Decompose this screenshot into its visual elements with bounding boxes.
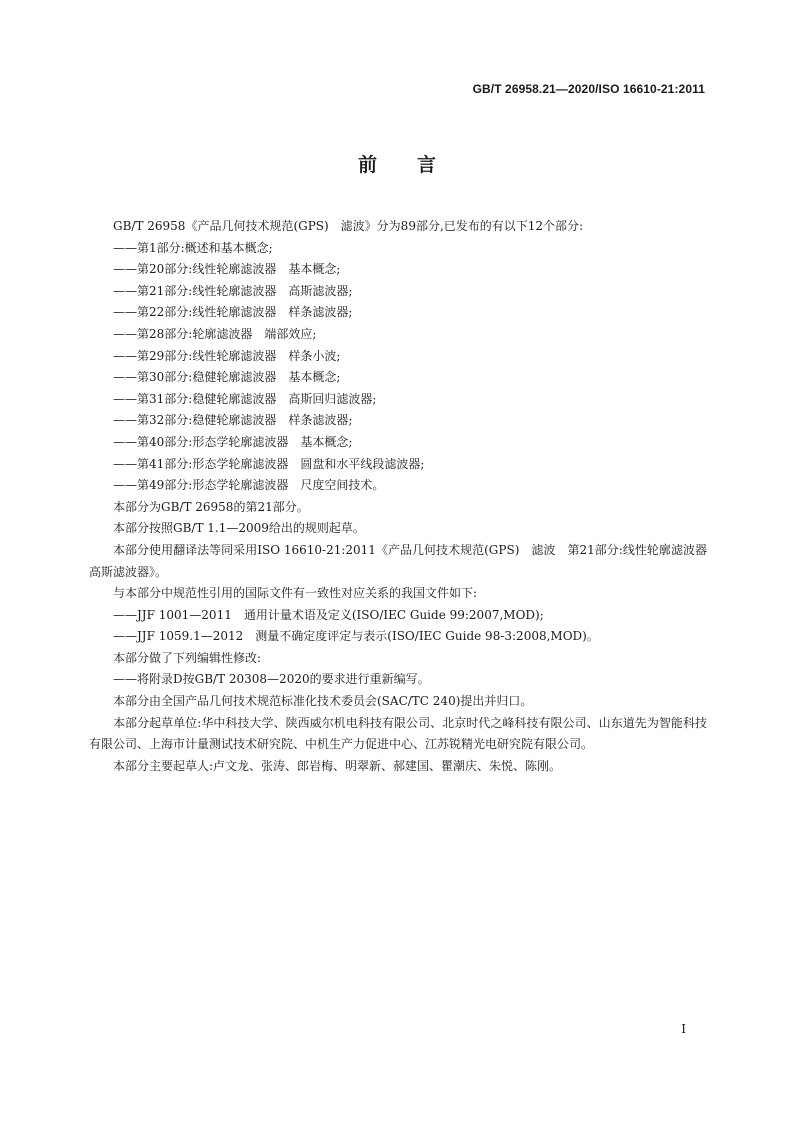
list-item-part-20: ——第20部分:线性轮廓滤波器 基本概念; — [113, 262, 341, 277]
list-item-part-30: ——第30部分:稳健轮廓滤波器 基本概念; — [113, 370, 341, 385]
list-item-part-49: ——第49部分:形态学轮廓滤波器 尺度空间技术。 — [113, 478, 385, 493]
list-item-part-29: ——第29部分:线性轮廓滤波器 样条小波; — [113, 348, 341, 363]
list-item-part-21: ——第21部分:线性轮廓滤波器 高斯滤波器; — [113, 283, 353, 298]
list-item-annex-d: ——将附录D按GB/T 20308—2020的要求进行重新编写。 — [113, 672, 430, 687]
paragraph-drafting-units: 本部分起草单位:华中科技大学、陕西威尔机电科技有限公司、北京时代之峰科技有限公司、山东道先为智能科技有限公司、上海市计量测试技术研究院、中机生产力促进中心、江苏锐精光电研究院有限公司。 — [89, 715, 707, 752]
paragraph-adoption: 本部分使用翻译法等同采用ISO 16610-21:2011《产品几何技术规范(GPS) 滤波 第21部分:线性轮廓滤波器 高斯滤波器》。 — [89, 542, 720, 579]
list-item-jjf-1059: ——JJF 1059.1—2012 测量不确定度评定与表示(ISO/IEC Guide 98-3:2008,MOD)。 — [113, 629, 599, 644]
foreword-body — [89, 216, 720, 777]
list-item-part-41: ——第41部分:形态学轮廓滤波器 圆盘和水平线段滤波器; — [113, 456, 425, 471]
paragraph-intro: GB/T 26958《产品几何技术规范(GPS) 滤波》分为89部分,已发布的有以下12个部分: — [113, 219, 584, 233]
paragraph-drafting-rules: 本部分按照GB/T 1.1—2009给出的规则起草。 — [113, 521, 365, 536]
list-item-part-31: ——第31部分:稳健轮廓滤波器 高斯回归滤波器; — [113, 391, 377, 406]
list-item-jjf-1001: ——JJF 1001—2011 通用计量术语及定义(ISO/IEC Guide 99:2007,MOD); — [113, 607, 544, 622]
page-title: 前言 — [357, 154, 476, 176]
paragraph-part-statement: 本部分为GB/T 26958的第21部分。 — [113, 499, 309, 514]
list-item-part-22: ——第22部分:线性轮廓滤波器 样条滤波器; — [113, 305, 353, 320]
page-number: I — [681, 1022, 686, 1036]
paragraph-drafters: 本部分主要起草人:卢文龙、张涛、郎岩梅、明翠新、郝建国、瞿潮庆、朱悦、陈刚。 — [113, 758, 562, 773]
paragraph-proposer: 本部分由全国产品几何技术规范标准化技术委员会(SAC/TC 240)提出并归口。 — [113, 694, 533, 709]
list-item-part-1: ——第1部分:概述和基本概念; — [113, 240, 273, 255]
paragraph-normative-refs: 与本部分中规范性引用的国际文件有一致性对应关系的我国文件如下: — [113, 586, 478, 601]
paragraph-editorial-changes: 本部分做了下列编辑性修改: — [113, 650, 262, 665]
list-item-part-28: ——第28部分:轮廓滤波器 端部效应; — [113, 326, 317, 341]
standard-code-header: GB/T 26958.21—2020/ISO 16610-21:2011 — [472, 82, 705, 96]
list-item-part-40: ——第40部分:形态学轮廓滤波器 基本概念; — [113, 434, 353, 449]
list-item-part-32: ——第32部分:稳健轮廓滤波器 样条滤波器; — [113, 413, 353, 428]
